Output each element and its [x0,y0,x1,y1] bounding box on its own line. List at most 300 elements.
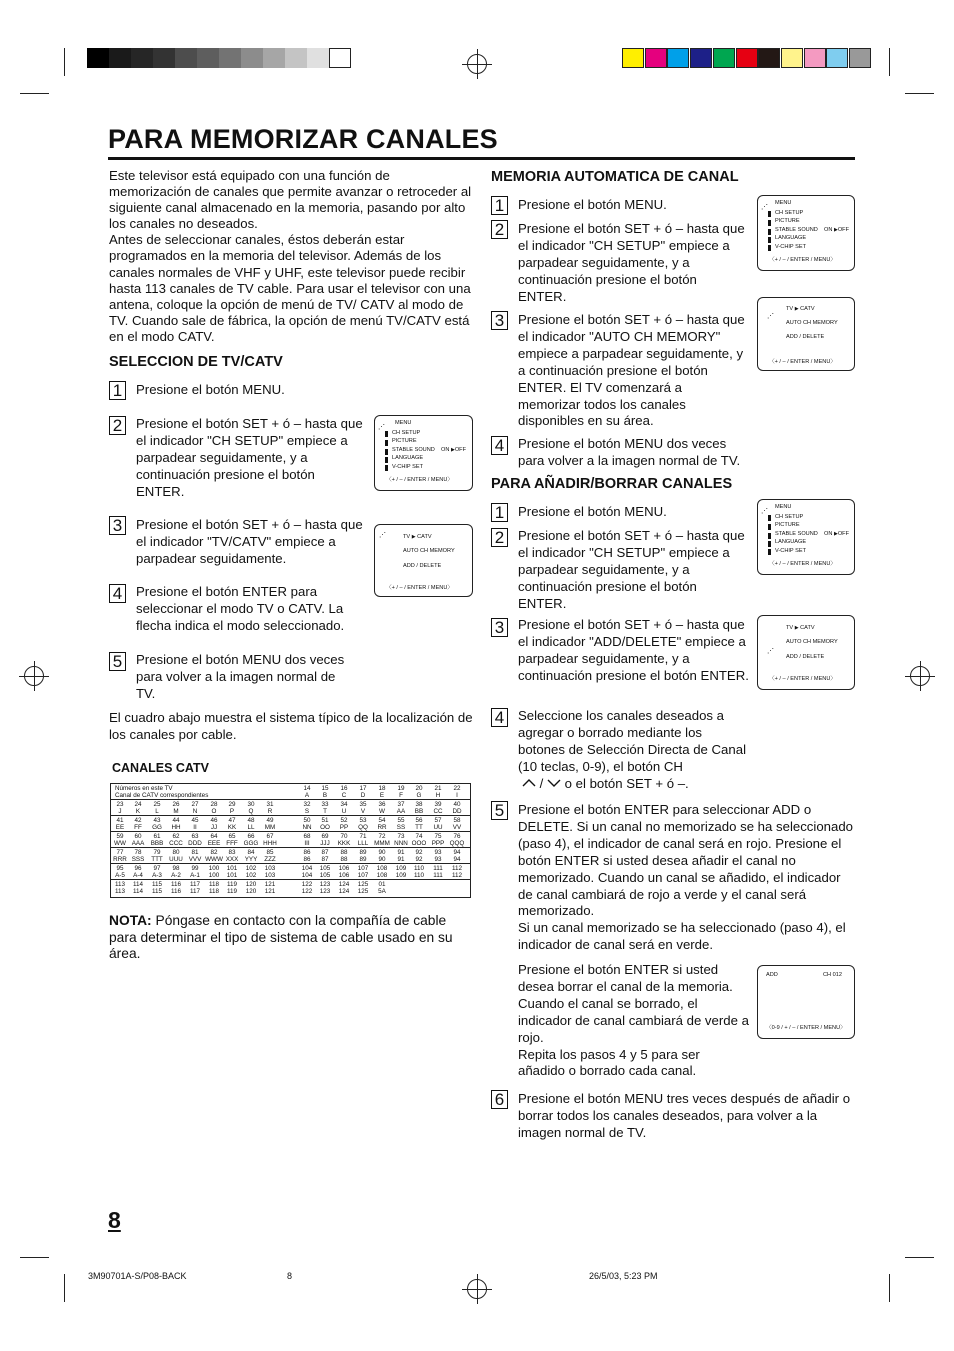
catv-cell: 104 [301,865,313,872]
step-text: Presione el botón MENU dos veces para volver a la imagen normal de TV. [518,436,741,468]
catv-cell: 27 [191,801,199,808]
catv-cell: 30 [247,801,255,808]
step-number: 2 [491,220,508,239]
menu-item: PICTURE [392,438,417,444]
catv-cell: 87 [321,849,329,856]
ch-setup-screen [374,524,473,597]
menu-bullet [768,524,771,530]
color-swatch [667,48,689,68]
catv-row-divider [111,831,470,832]
catv-cell: I [456,792,458,799]
catv-cell: 104 [301,872,313,879]
catv-cell: 118 [208,888,220,895]
step-number: 1 [109,381,126,400]
catv-cell: 66 [247,833,255,840]
catv-cell: 109 [395,865,407,872]
catv-cell: 107 [357,865,369,872]
catv-cell: 112 [451,872,463,879]
catv-row-divider [111,815,470,816]
crop-mark [20,93,49,94]
catv-cell: 59 [116,833,124,840]
catv-cell: 44 [172,817,180,824]
menu-footer: 〈+ / – / ENTER / MENU〉 [386,585,453,591]
catv-cell: 114 [132,881,144,888]
catv-cell: 110 [413,872,425,879]
catv-cell: 62 [172,833,180,840]
catv-cell: C [341,792,347,799]
menu-bullet [768,541,771,547]
gray-swatch [131,48,153,68]
step-text: Presione el botón MENU. [136,382,285,397]
catv-cell: YYY [244,856,258,863]
catv-cell: 36 [378,801,386,808]
catv-cell: 39 [434,801,442,808]
catv-cell: G [416,792,422,799]
catv-cell: AA [396,808,406,815]
catv-cell: 113 [114,888,126,895]
catv-cell: 99 [191,865,199,872]
color-swatch [804,48,826,68]
registration-mark-icon [467,54,487,74]
step-number: 1 [491,503,508,522]
catv-cell: 24 [134,801,142,808]
catv-cell: 98 [172,865,180,872]
step-text: Presione el botón SET + ó – hasta que el indicador "CH SETUP" empiece a parpadear seguidamente, y a continuación presione el botón ENTER. [518,528,745,611]
menu-footer: 〈+ / – / ENTER / MENU〉 [769,561,836,567]
menu-footer: 〈+ / – / ENTER / MENU〉 [769,359,836,365]
catv-cell: 112 [451,865,463,872]
catv-cell: 123 [319,888,331,895]
catv-cell: Q [248,808,254,815]
menu-item: STABLE SOUND [392,447,435,453]
step-number: 5 [491,801,508,820]
catv-cell: A-3 [152,872,162,879]
catv-cell: OOO [411,840,427,847]
catv-cell: 116 [170,888,182,895]
catv-cell: 34 [340,801,348,808]
step-text: Presione el botón ENTER si usted desea borrar el canal de la memoria. Cuando el canal se borrado, el indicador de canal cambiará de verde a rojo. Repita los pasos 4 y 5 para ser añadido o borrado cada canal. [518,962,749,1079]
catv-cell: 102 [245,872,257,879]
catv-cell: 117 [189,881,201,888]
menu-bullet [385,431,388,437]
catv-cell: 69 [321,833,329,840]
catv-cell: L [155,808,159,815]
catv-cell: 18 [378,785,386,792]
menu-item: AUTO CH MEMORY [786,320,838,326]
catv-cell: 105 [319,872,331,879]
catv-cell: QQQ [449,840,465,847]
catv-cell: 53 [359,817,367,824]
color-swatch [713,48,735,68]
catv-cell: 101 [226,872,238,879]
step-number: 6 [491,1090,508,1109]
catv-cell: 41 [116,817,124,824]
step-text: Presione el botón SET + ó – hasta que el indicador "ADD/DELETE" empiece a parpadear seguidamente, y a continuación presione el botón ENTER. [518,617,749,683]
menu-item: ADD / DELETE [786,334,825,340]
catv-cell: 115 [151,881,163,888]
ch-setup-screen [757,297,855,371]
step-number: 2 [491,528,508,547]
menu-bullet [768,237,771,243]
catv-cell: MMM [374,840,390,847]
step-number: 4 [491,436,508,455]
menu-bullet [768,245,771,251]
catv-cell: 5A [378,888,386,895]
gray-swatch [109,48,131,68]
catv-cell: NNN [394,840,408,847]
catv-cell: 01 [378,881,386,888]
catv-cell: 63 [191,833,199,840]
catv-cell: MM [264,824,276,831]
color-swatch [622,48,644,68]
color-swatch [781,48,803,68]
catv-cell: 106 [338,872,350,879]
catv-cell: 100 [208,865,220,872]
catv-cell: 121 [264,888,276,895]
step-text: Presione el botón MENU tres veces después de añadir o borrar todos los canales deseados, para volver a la imagen normal de TV. [518,1091,851,1140]
step-text: Presione el botón MENU. [518,504,667,519]
registration-mark-icon [910,666,930,686]
catv-cell: WW [114,840,126,847]
catv-cell: 50 [303,817,311,824]
color-swatch [849,48,871,68]
registration-mark-icon [24,666,44,686]
menu-bullet [768,211,771,217]
catv-cell: BB [414,808,424,815]
menu-item: STABLE SOUND [775,531,818,537]
catv-cell: BBB [150,840,164,847]
catv-cell: 94 [453,849,461,856]
seleccion-heading: SELECCION DE TV/CATV [109,354,283,370]
catv-cell: 67 [266,833,274,840]
catv-cell: KKK [337,840,351,847]
catv-cell: 86 [303,856,311,863]
catv-cell: A-2 [171,872,181,879]
catv-cell: 121 [264,881,276,888]
menu-bullet [768,515,771,521]
menu-bullet [768,549,771,555]
catv-cell: 77 [116,849,124,856]
catv-cell: 95 [116,865,124,872]
catv-cell: 15 [321,785,329,792]
color-swatch [645,48,667,68]
menu-item: STABLE SOUND [775,227,818,233]
menu-title: MENU [775,200,792,206]
color-swatch [690,48,712,68]
catv-cell: 32 [303,801,311,808]
catv-cell: EE [115,824,125,831]
catv-cell: W [379,808,385,815]
catv-cell: HHH [263,840,277,847]
nota-label: NOTA: [109,913,152,928]
catv-cell: 92 [415,856,423,863]
catv-cell: RRR [113,856,127,863]
menu-bullet [385,440,388,446]
catv-cell: 31 [266,801,274,808]
catv-row-divider [111,847,470,848]
catv-cell: 125 [357,881,369,888]
tv-catv-option: TV ▶ CATV [786,625,815,631]
catv-cell: III [304,840,310,847]
catv-cell: VV [452,824,462,831]
menu-item: PICTURE [775,218,800,224]
catv-cell: H [435,792,441,799]
catv-cell: 119 [226,888,238,895]
catv-cell: 78 [134,849,142,856]
catv-cell: 46 [210,817,218,824]
catv-cell: KK [227,824,237,831]
catv-cell: 61 [153,833,161,840]
catv-cell: PP [339,824,349,831]
catv-row-divider [111,799,470,800]
gray-swatch [87,48,109,68]
catv-cell: 89 [359,849,367,856]
catv-cell: D [360,792,366,799]
step-number: 5 [109,652,126,671]
catv-cell: 91 [397,856,405,863]
catv-cell: ZZZ [264,856,276,863]
step-text: Seleccione los canales deseados a agregar o borrado mediante los botones de Selección Directa de Canal (10 teclas, 0-9), el botón CH / o el botón SET + ó –. [518,708,746,791]
color-swatch [758,48,780,68]
catv-cell: TT [415,824,423,831]
catv-cell: PPP [431,840,445,847]
catv-cell: 79 [153,849,161,856]
catv-cell: P [229,808,235,815]
catv-cell: 71 [359,833,367,840]
ch-down-icon [547,776,561,793]
catv-cell: 82 [210,849,218,856]
catv-cell: 86 [303,849,311,856]
step-number: 2 [109,416,126,435]
catv-cell: JJ [210,824,218,831]
catv-cell: DDD [188,840,202,847]
catv-cell: 58 [453,817,461,824]
catv-cell: 49 [266,817,274,824]
catv-cell: 28 [210,801,218,808]
menu-item: CH SETUP [775,210,804,216]
catv-cell: DD [452,808,462,815]
catv-cell: J [118,808,122,815]
catv-cell: A-4 [133,872,143,879]
menu-item: LANGUAGE [775,235,807,241]
catv-cell: 87 [321,856,329,863]
catv-cell: 93 [434,849,442,856]
catv-cell: E [379,792,385,799]
add-channel-screen [757,965,855,1039]
catv-cell: 64 [210,833,218,840]
blink-icon: ⋰ [767,313,774,320]
catv-cell: K [135,808,141,815]
catv-cell: 54 [378,817,386,824]
catv-cell: 89 [359,856,367,863]
catv-cell: 48 [247,817,255,824]
catv-cell: CCC [169,840,183,847]
menu-item: V-CHIP SET [775,244,806,250]
catv-cell: NN [302,824,312,831]
crop-mark [20,1257,49,1258]
catv-cell: HH [171,824,181,831]
catv-cell: 42 [134,817,142,824]
blink-icon: ⋰ [761,204,768,211]
catv-cell: 45 [191,817,199,824]
menu-item: V-CHIP SET [775,548,806,554]
page-number: 8 [108,1207,121,1233]
crop-mark [905,93,934,94]
catv-cell: JJJ [320,840,330,847]
menu-item: AUTO CH MEMORY [403,548,455,554]
catv-cell: 25 [153,801,161,808]
step-number: 4 [109,584,126,603]
catv-cell: SSS [131,856,145,863]
catv-cell: 120 [245,881,257,888]
step-text: Presione el botón SET + ó – hasta que el indicador "CH SETUP" empiece a parpadear seguidamente, y a continuación presione el botón ENTER. [518,221,745,304]
catv-cell: T [323,808,327,815]
catv-cell: OO [320,824,330,831]
catv-cell: WWW [205,856,223,863]
catv-cell: 111 [433,872,443,879]
step-text: Presione el botón ENTER para seleccionar el modo TV o CATV. La flecha indica el modo seleccionado. [136,584,345,633]
menu-item: PICTURE [775,522,800,528]
catv-cell: N [192,808,198,815]
catv-cell: 108 [376,872,388,879]
catv-cell: 97 [153,865,161,872]
catv-cell: 73 [397,833,405,840]
catv-cell: 60 [134,833,142,840]
catv-cell: 47 [228,817,236,824]
catv-cell: 105 [319,865,331,872]
catv-cell: GGG [243,840,259,847]
catv-cell: 23 [116,801,124,808]
color-swatch [736,48,758,68]
gray-swatch [197,48,219,68]
tv-menu-screen [374,415,473,491]
catv-cell: 37 [397,801,405,808]
catv-row-divider [111,863,470,864]
catv-note: El cuadro abajo muestra el sistema típico de la localización de los canales por cable. [109,710,473,742]
intro-paragraph: Este televisor está equipado con una función de memorización de canales que permite avanzar o retroceder al siguiente canal almacenado en la memoria, pasando por alto los canales no deseados. Antes de seleccionar canales, éstos deberán estar programados en la memoria del televisor. Además de los canales normales de VHF y UHF, este televisor puede recibir hasta 113 canales de TV cable. Para usar el televisor con una antena, coloque la opción de menú de TV/ CATV al modo de TV. Cuando sale de fábrica, la opción de menú TV/CATV está en el modo CATV. [109,168,472,344]
catv-cell: F [399,792,403,799]
catv-cell: 51 [321,817,329,824]
tv-menu-screen [757,499,855,575]
catv-cell: 55 [397,817,405,824]
catv-cell: 120 [245,888,257,895]
catv-cell: 52 [340,817,348,824]
catv-cell: 43 [153,817,161,824]
menu-title: MENU [395,420,412,426]
footer-date: 26/5/03, 5:23 PM [589,1271,658,1281]
menu-bullet [385,465,388,471]
catv-cell: FFF [226,840,238,847]
catv-cell: 74 [415,833,423,840]
catv-cell: B [322,792,328,799]
menu-bullet [768,229,771,235]
catv-cell: 56 [415,817,423,824]
step-text-part: o el botón SET + ó –. [564,775,689,791]
catv-cell: 84 [247,849,255,856]
catv-cell: 14 [303,785,311,792]
add-label: ADD [766,972,778,978]
catv-table [110,783,471,898]
catv-cell: LL [247,824,255,831]
catv-cell: S [304,808,310,815]
menu-footer: 〈0-9 / + / – / ENTER / MENU〉 [766,1025,846,1031]
step-number: 3 [491,618,508,637]
catv-cell: U [341,808,347,815]
catv-cell: 90 [378,856,386,863]
catv-cell: 81 [191,849,199,856]
catv-cell: 35 [359,801,367,808]
tv-catv-option: TV ▶ CATV [403,534,432,540]
page-title: PARA MEMORIZAR CANALES [108,124,498,154]
catv-cell: 125 [357,888,369,895]
tv-menu-screen [757,195,855,271]
catv-cell: 122 [301,881,313,888]
on-off-option: ON ▶OFF [441,447,466,453]
catv-cell: 108 [376,865,388,872]
catv-cell: 16 [340,785,348,792]
catv-cell: 21 [434,785,442,792]
catv-cell: 22 [453,785,461,792]
title-rule [108,157,855,160]
step-number: 3 [109,516,126,535]
menu-bullet [385,449,388,455]
gray-swatch [219,48,241,68]
catv-cell: 88 [340,856,348,863]
step-number: 3 [491,311,508,330]
catv-cell: 20 [415,785,423,792]
catv-cell: A-1 [190,872,200,879]
ch-up-icon [522,776,536,793]
catv-cell: 40 [453,801,461,808]
catv-cell: 119 [226,881,238,888]
color-swatch [826,48,848,68]
catv-cell: CC [433,808,443,815]
blink-icon: ⋰ [761,508,768,515]
catv-cell: 124 [338,881,350,888]
catv-cell: 85 [266,849,274,856]
gray-swatch [263,48,285,68]
catv-cell: R [267,808,273,815]
step-text-part: Seleccione los canales deseados a agregar o borrado mediante los botones de Selección Directa de Canal (10 teclas, 0-9), el botón CH [518,708,746,774]
gray-swatch [285,48,307,68]
catv-cell: UUU [169,856,183,863]
blink-icon: ⋰ [379,532,386,539]
catv-heading: CANALES CATV [112,761,209,775]
catv-cell: 103 [264,865,276,872]
catv-cell: RR [377,824,387,831]
catv-cell: 117 [189,888,201,895]
nota-block [109,913,469,963]
menu-item: CH SETUP [775,514,804,520]
catv-cell: AAA [131,840,145,847]
catv-cell: 113 [114,881,126,888]
catv-cell: 93 [434,856,442,863]
step-text: Presione el botón MENU dos veces para volver a la imagen normal de TV. [136,652,345,701]
menu-bullet [768,533,771,539]
catv-cell: 65 [228,833,236,840]
footer-file: 3M90701A-S/P08-BACK [88,1271,187,1281]
catv-cell: 109 [395,872,407,879]
menu-footer: 〈+ / – / ENTER / MENU〉 [769,257,836,263]
catv-cell: 114 [132,888,144,895]
catv-cell: 83 [228,849,236,856]
catv-cell: V [360,808,366,815]
step-text: Presione el botón ENTER para seleccionar ADD o DELETE. Si un canal no memorizado se ha seleccionado (paso 4), el indicador de canal será en rojo. Presione el botón ENTER si usted desea añadir el canal no memorizado. Cuando un canal se añadido, el indicador de canal cambiará de rojo a verde y el canal será memorizado. Si un canal memorizado se ha seleccionado (paso 4), el indicador de canal será en verde. [518,802,853,953]
menu-item: LANGUAGE [775,539,807,545]
catv-cell: M [173,808,179,815]
catv-cell: 101 [226,865,238,872]
catv-cell: 57 [434,817,442,824]
